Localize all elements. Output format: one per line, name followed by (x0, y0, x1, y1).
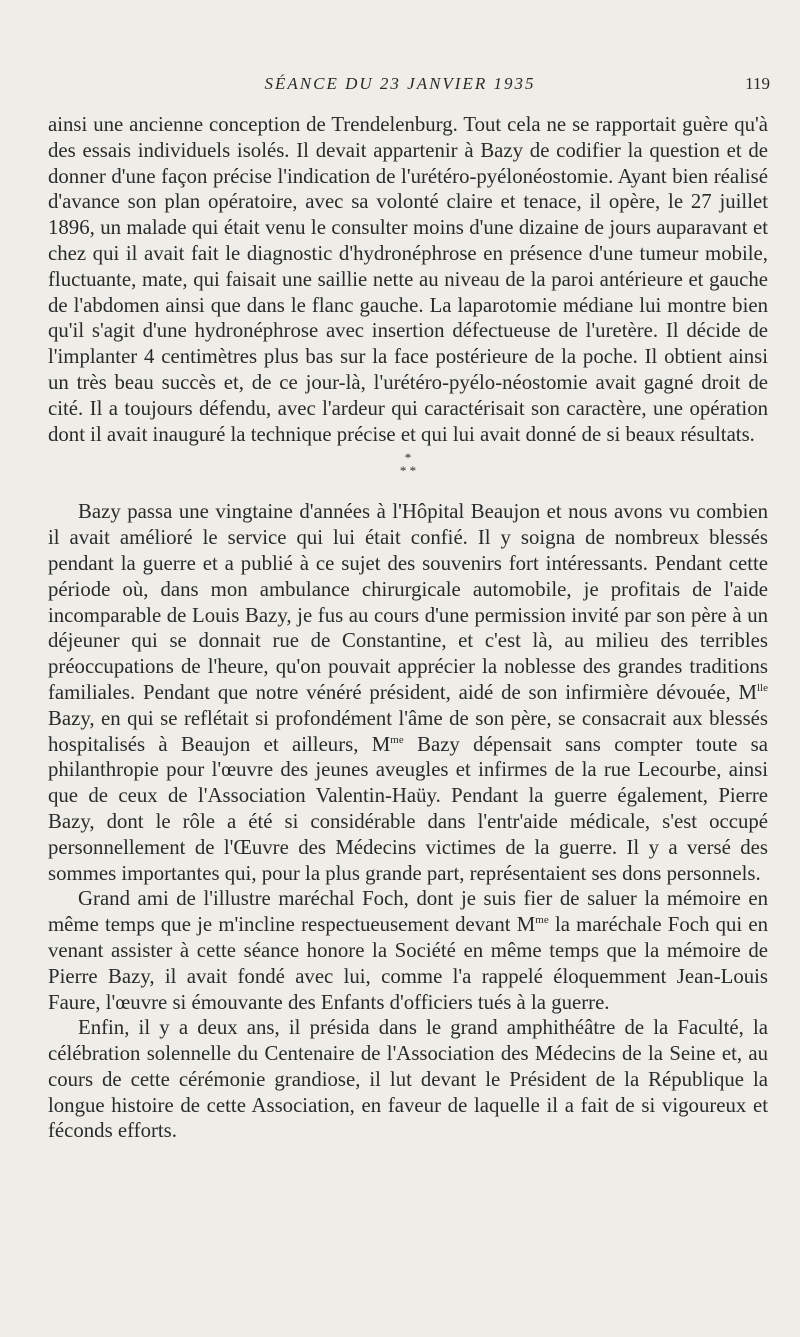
running-head: SÉANCE DU 23 JANVIER 1935 (264, 74, 536, 93)
text-body (48, 112, 768, 1144)
paragraph-foch (48, 886, 768, 1015)
paragraph-centenaire: Enfin, il y a deux ans, il présida dans le grand amphithéâtre de la Faculté, la célébration solennelle du Centenaire de l'Association des Médecins de la Seine et, au cours de cette cérémonie grandiose, il lut devant le Président de la République la longue histoire de cette Association, en faveur de laquelle il a fait de si vigoureux et féconds efforts. (48, 1016, 768, 1143)
abbrev-mlle: $M^{lle}$ (738, 680, 768, 704)
paragraph-text: Bazy dépensait sans compter toute sa philanthropie pour l'œuvre des jeunes aveugles et infirmes de la rue Lecourbe, ainsi que de ceux de l'Association Valentin-Haüy. Pendant la guerre également, Pierre Bazy, dont le rôle a été si considérable dans l'entr'aide médicale, s'est occupé personnellement de l'Œuvre des Médecins victimes de la guerre. Il y a versé des sommes importantes qui, pour la plus grande part, représentaient ses dons personnels. (48, 732, 768, 885)
paragraph-continued: ainsi une ancienne conception de Trendelenburg. Tout cela ne se rapportait guère qu'à des essais individuels isolés. Il devait appartenir à Bazy de codifier la question et de donner d'une façon précise l'indication de l'urétéro-pyélonéostomie. Ayant bien réalisé d'avance son plan opératoire, avec sa volonté claire et tenace, il opère, le 27 juillet 1896, un malade qui était venu le consulter moins d'une dizaine de jours auparavant et chez qui il avait fait le diagnostic d'hydronéphrose en présence d'une tumeur mobile, fluctuante, mate, qui faisait une saillie nette au niveau de la paroi antérieure et gauche de l'abdomen ainsi que dans le flanc gauche. La laparotomie médiane lui montre bien qu'il s'agit d'une hydronéphrose avec insertion défectueuse de l'uretère. Il décide de l'implanter 4 centimètres plus bas sur la face postérieure de la poche. Il obtient ainsi un très beau succès et, de ce jour-là, l'urétéro-pyélo-néostomie avait gagné droit de cité. Il a toujours défendu, avec l'ardeur qui caractérisait son caractère, une opération dont il avait inauguré la technique précise et qui lui avait donné de si beaux résultats. (48, 113, 768, 446)
paragraph-beaujon (48, 499, 768, 886)
asterism-top: * (404, 450, 412, 466)
abbrev-mme: $M^{me}$ (516, 913, 549, 937)
page-number: 119 (745, 74, 770, 93)
asterism-divider (48, 451, 768, 477)
paragraph-text: Grand ami de l'illustre maréchal Foch, dont je suis fier de saluer la mémoire en même temps que je m'incline respectueusement devant (48, 887, 768, 937)
abbrev-mme: $M^{me}$ (371, 732, 404, 756)
paragraph-text: Bazy, en qui se reflétait si profondément l'âme de son père, se consacrait aux blessés hospitalisés à Beaujon et ailleurs, (48, 706, 768, 756)
asterism-bottom: * * (399, 463, 417, 479)
paragraph-text: la maréchale Foch qui en venant assister à cette séance honore la Société en même temps que la mémoire de Pierre Bazy, il avait fondé avec lui, comme l'a rappelé éloquemment Jean-Louis Faure, l'œuvre si émouvante des Enfants d'officiers tués à la guerre. (48, 913, 769, 1014)
paragraph-text: Bazy passa une vingtaine d'années à l'Hôpital Beaujon et nous avons vu combien il avait amélioré le service qui lui était confié. Il y soigna de nombreux blessés pendant la guerre et a publié à ce sujet des souvenirs fort intéressants. Pendant cette période où, dans mon ambulance chirurgicale automobile, je profitais de l'aide incomparable de Louis Bazy, je fus au cours d'une permission invité par son père à un déjeuner qui se donnait rue de Constantine, et c'est là, au milieu des terribles préoccupations de l'heure, qu'on pouvait apprécier la noblesse des grandes traditions familiales. Pendant que notre vénéré président, aidé de son infirmière dévouée, (48, 500, 768, 704)
page-header (0, 74, 800, 98)
